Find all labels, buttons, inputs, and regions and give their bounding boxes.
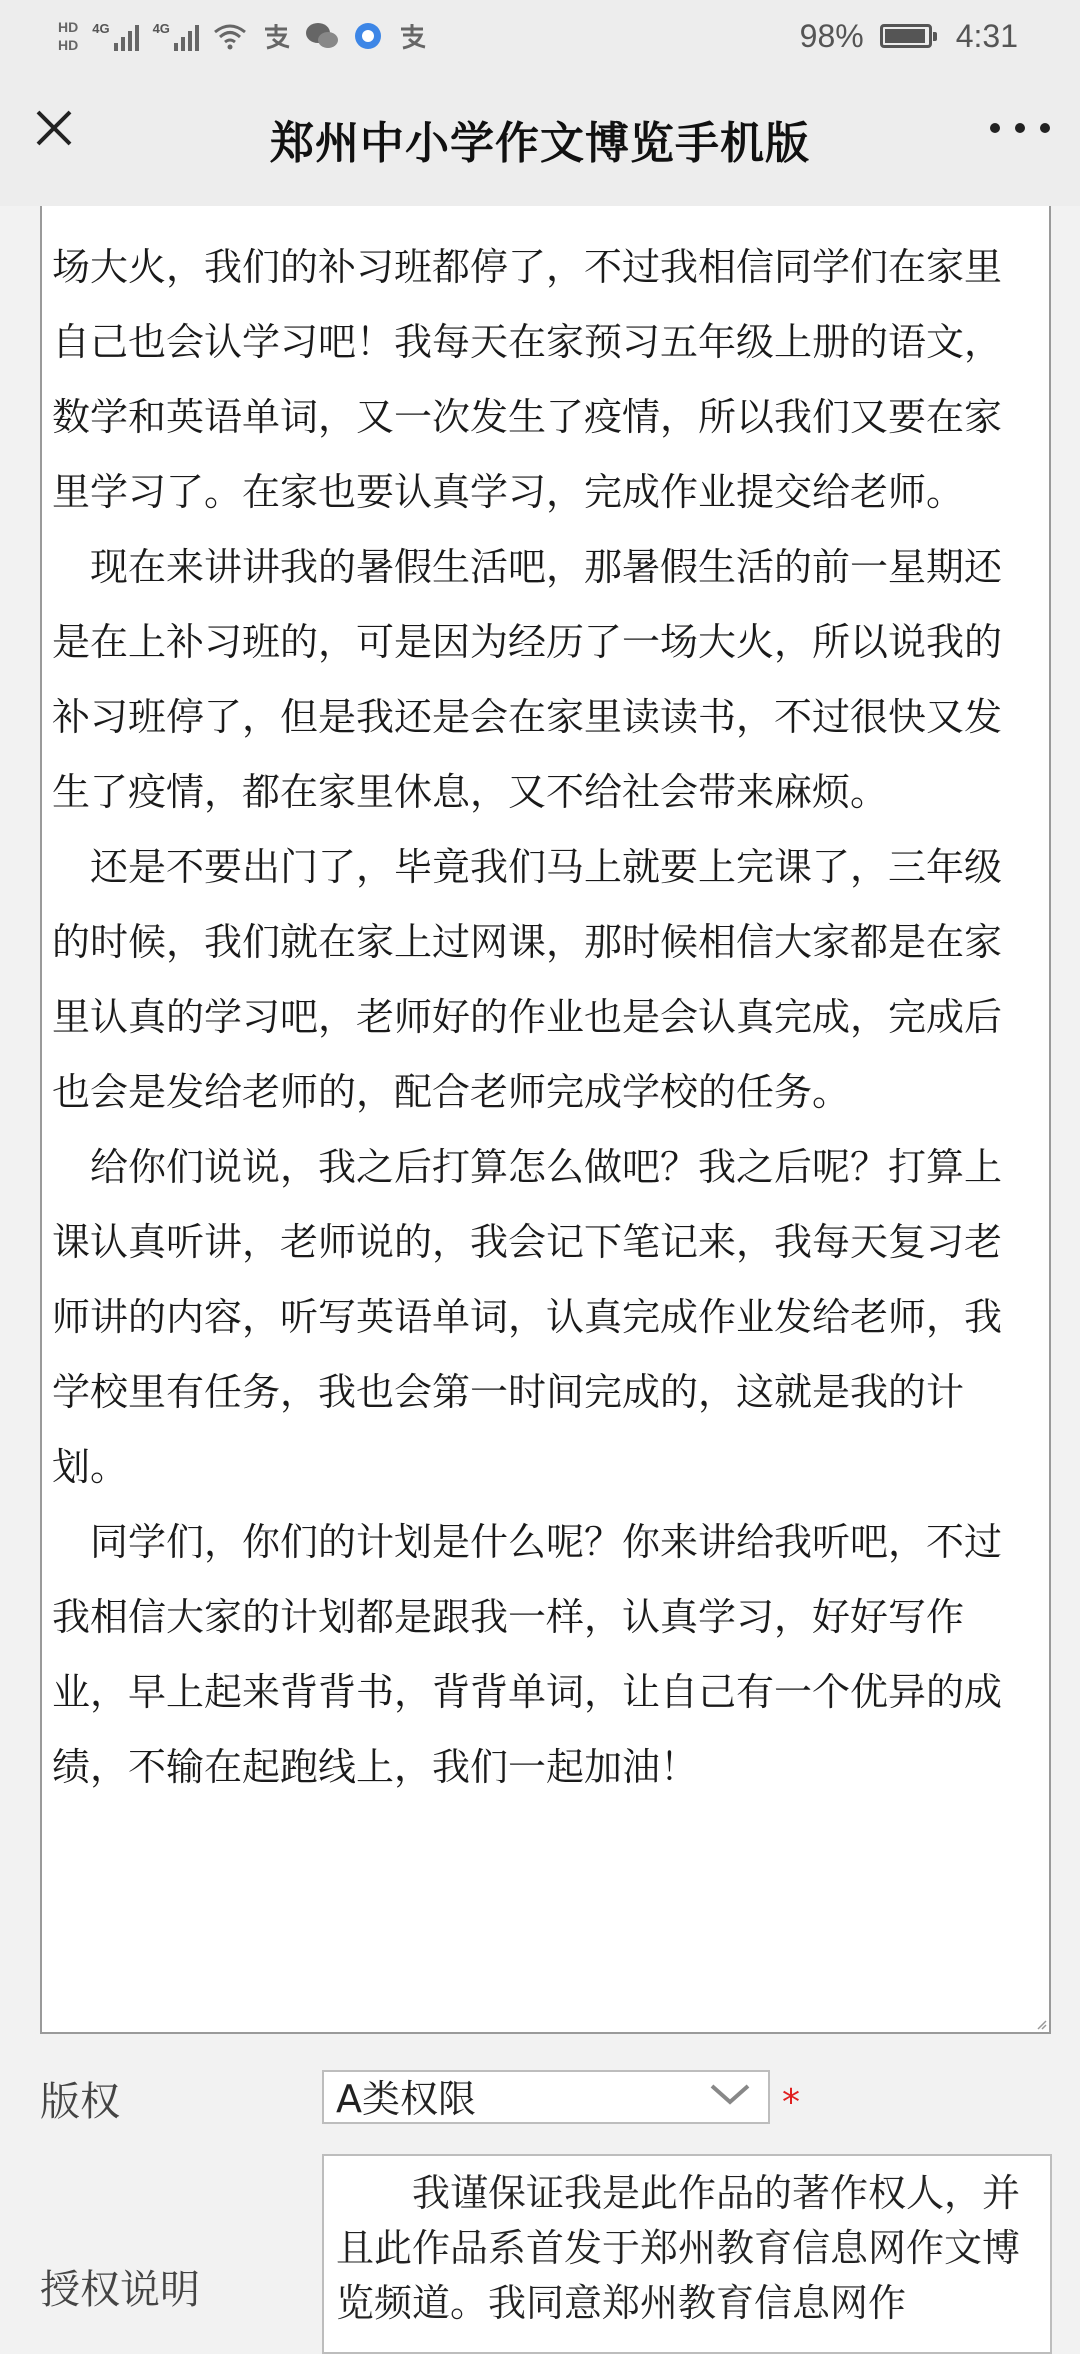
signal-2-icon — [153, 21, 199, 51]
browser-icon — [353, 21, 383, 51]
more-dot — [1015, 123, 1025, 133]
battery-icon — [880, 24, 932, 48]
clock: 4:31 — [955, 17, 1018, 54]
title-bar — [0, 72, 1080, 206]
hd-indicator — [58, 18, 78, 54]
required-mark: * — [782, 2082, 800, 2123]
battery-percent: 98% — [799, 17, 864, 54]
net2-label: 4G — [152, 21, 170, 36]
essay-paragraph: 现在来讲讲我的暑假生活吧，那暑假生活的前一星期还是在上补习班的，可是因为经历了一场大火，所以说我的补习班停了，但是我还是会在家里读读书，不过很快又发生了疫情，都在家里休息，又不给社会带来麻烦。 — [52, 545, 1003, 814]
chevron-down-icon — [708, 2080, 752, 2110]
essay-content — [52, 230, 1037, 1805]
page-title: 郑州中小学作文博览手机版 — [270, 118, 810, 169]
copyright-select-value: A类权限 — [336, 2077, 476, 2121]
close-button[interactable] — [28, 102, 80, 154]
essay-paragraph: 还是不要出门了，毕竟我们马上就要上完课了，三年级的时候，我们就在家上过网课，那时候相信大家都是在家里认真的学习吧，老师好的作业也是会认真完成，完成后也会是发给老师的，配合老师完成学校的任务。 — [52, 845, 1003, 1114]
status-bar — [0, 0, 1080, 72]
hd1-label: HD — [58, 19, 79, 35]
close-icon — [34, 108, 74, 148]
alipay-icon — [397, 21, 427, 51]
wechat-icon — [305, 21, 339, 51]
wifi-icon — [213, 22, 247, 50]
more-dot — [1040, 123, 1050, 133]
essay-paragraph: 场大火，我们的补习班都停了，不过我相信同学们在家里自己也会认学习吧！我每天在家预习五年级上册的语文，数学和英语单词，又一次发生了疫情，所以我们又要在家里学习了。在家也要认真学习，完成作业提交给老师。 — [52, 245, 1003, 514]
hd2-label: HD — [58, 37, 79, 53]
auth-label: 授权说明 — [40, 2267, 200, 2313]
essay-paragraph: 给你们说说，我之后打算怎么做吧？我之后呢？打算上课认真听讲，老师说的，我会记下笔记来，我每天复习老师讲的内容，听写英语单词，认真完成作业发给老师，我学校里有任务，我也会第一时间完成的，这就是我的计划。 — [52, 1145, 1003, 1489]
copyright-label: 版权 — [40, 2079, 120, 2125]
net1-label: 4G — [92, 21, 110, 36]
auth-textarea[interactable] — [322, 2154, 1052, 2354]
signal-1-icon — [92, 21, 138, 51]
more-button[interactable] — [990, 108, 1050, 148]
auth-text: 我谨保证我是此作品的著作权人，并且此作品系首发于郑州教育信息网作文博览频道。我同意郑州教育信息网作 — [336, 2171, 1021, 2325]
alipay-icon — [261, 21, 291, 51]
resize-grip-icon[interactable] — [1035, 2018, 1047, 2030]
more-dot — [990, 123, 1000, 133]
essay-textarea[interactable] — [40, 206, 1051, 2034]
copyright-select[interactable] — [322, 2070, 770, 2124]
essay-paragraph: 同学们，你们的计划是什么呢？你来讲给我听吧，不过我相信大家的计划都是跟我一样，认真学习，好好写作业，早上起来背背书，背背单词，让自己有一个优异的成绩，不输在起跑线上，我们一起加油！ — [52, 1520, 1003, 1789]
